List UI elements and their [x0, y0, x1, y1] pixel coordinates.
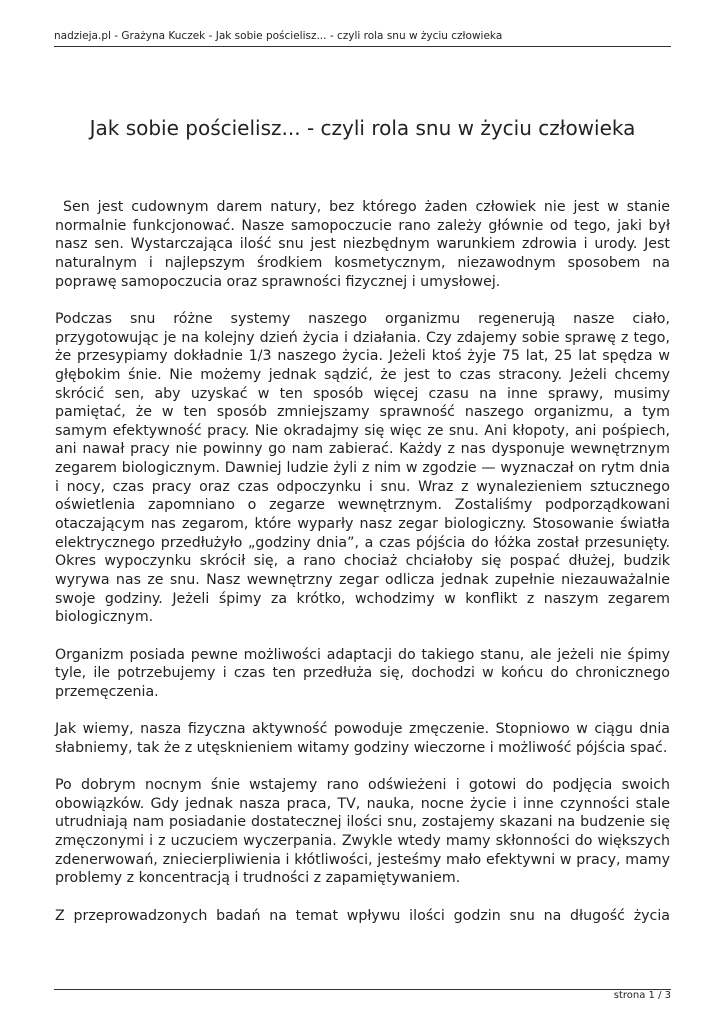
footer-divider	[54, 989, 671, 990]
article-body	[55, 198, 675, 944]
paragraph: Z przeprowadzonych badań na temat wpływu ilości godzin snu na długość życia	[55, 907, 670, 924]
paragraph: Organizm posiada pewne możliwości adaptacji do takiego stanu, ale jeżeli nie śpimy tyle, ile potrzebujemy i czas ten przedłuża się, dochodzi w końcu do chronicznego przemęczenia.	[55, 646, 670, 700]
paragraph: Podczas snu różne systemy naszego organizmu regenerują nasze ciało, przygotowując je na kolejny dzień życia i działania. Czy zdajemy sobie sprawę z tego, że przesypiamy dokładnie 1/3 naszego życia. Jeżeli ktoś żyje 75 lat, 25 lat spędza w głębokim śnie. Nie możemy jednak sądzić, że jest to czas stracony. Jeżeli chcemy skrócić sen, aby uzyskać w ten sposób więcej czasu na inne sprawy, musimy pamiętać, że w ten sposób zmniejszamy sprawność naszego organizmu, a tym samym efektywność pracy. Nie okradajmy się więc ze snu. Ani kłopoty, ani pośpiech, ani nawał pracy nie powinny go nam zabierać. Każdy z nas dysponuje wewnętrznym zegarem biologicznym. Dawniej ludzie żyli z nim w zgodzie — wyznaczał on rytm dnia i nocy, czas pracy oraz czas odpoczynku i snu. Wraz z wynalezieniem sztucznego oświetlenia zapomniano o zegarze wewnętrznym. Zostaliśmy podporządkowani otaczającym nas zegarom, które wyparły nasz zegar biologiczny. Stosowanie światła elektrycznego przedłużyło „godziny dnia”, a czas pójścia do łóżka został przesunięty. Okres wypoczynku skrócił się, a rano chociaż chciałoby się pospać dłużej, budzik wyrywa nas ze snu. Nasz wewnętrzny zegar odlicza jednak zupełnie niezauważalnie swoje godziny. Jeżeli śpimy za krótko, wchodzimy w konflikt z naszym zegarem biologicznym.	[55, 310, 670, 626]
paragraph: Jak wiemy, nasza fizyczna aktywność powoduje zmęczenie. Stopniowo w ciągu dnia słabniemy, tak że z utęsknieniem witamy godziny wieczorne i możliwość pójścia spać.	[55, 721, 670, 756]
header-text: nadzieja.pl - Grażyna Kuczek - Jak sobie pościelisz... - czyli rola snu w życiu człowieka	[54, 30, 503, 42]
article-title: Jak sobie pościelisz... - czyli rola snu w życiu człowieka	[89, 116, 636, 140]
header-divider	[54, 46, 671, 47]
paragraph: Po dobrym nocnym śnie wstajemy rano odświeżeni i gotowi do podjęcia swoich obowiązków. Gdy jednak nasza praca, TV, nauka, nocne życie i inne czynności stale utrudniają nam posiadanie dostatecznej ilości snu, zostajemy skazani na budzenie się zmęczonymi i z uczuciem wyczerpania. Zwykle wtedy mamy skłonności do większych zdenerwowań, zniecierpliwienia i kłótliwości, jesteśmy mało efektywni w pracy, mamy problemy z koncentracją i trudności z zapamiętywaniem.	[55, 777, 670, 887]
page-number: strona 1 / 3	[613, 990, 671, 1001]
paragraph: Sen jest cudownym darem natury, bez którego żaden człowiek nie jest w stanie normalnie funkcjonować. Nasze samopoczucie rano zależy głównie od tego, jaki był nasz sen. Wystarczająca ilość snu jest niezbędnym warunkiem zdrowia i urody. Jest naturalnym i najlepszym środkiem kosmetycznym, niezawodnym sposobem na poprawę samopoczucia oraz sprawności fizycznej i umysłowej.	[55, 199, 675, 290]
